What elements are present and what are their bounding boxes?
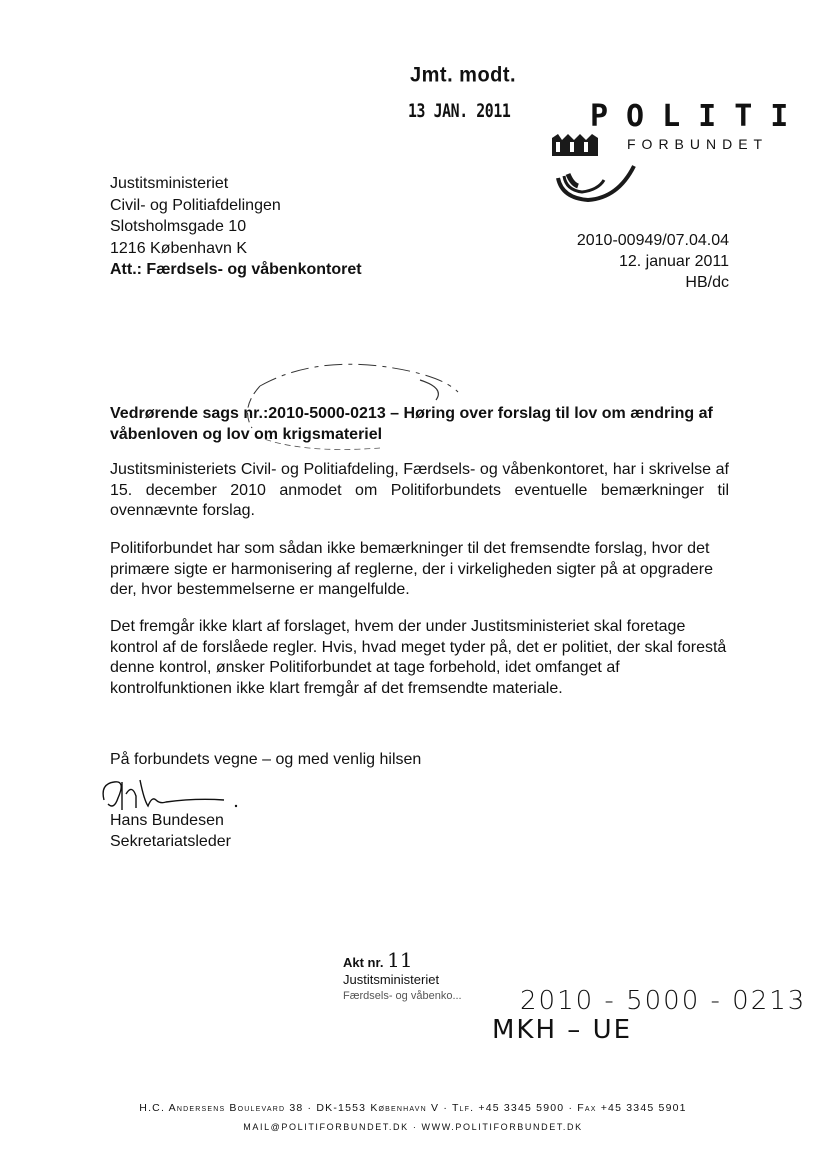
received-stamp-date: 13 JAN. 2011 [408, 100, 511, 122]
recipient-line: Slotsholmsgade 10 [110, 218, 247, 235]
recipient-attention: Att.: Færdsels- og våbenkontoret [110, 261, 362, 278]
akt-ministry: Justitsministeriet [343, 972, 440, 987]
signatory [110, 810, 231, 852]
handwritten-case-number: 2010 - 5000 - 0213 [520, 986, 807, 1016]
recipient-line: Justitsministeriet [110, 175, 229, 192]
footer-contact: MAIL@POLITIFORBUNDET.DK · WWW.POLITIFORBUNDET.DK [243, 1122, 583, 1132]
received-stamp-label: Jmt. modt. [410, 63, 517, 87]
body-paragraph: Det fremgår ikke klart af forslaget, hvem der under Justitsministeriet skal foretage kontrol af de forslåede regler. Hvis, hvad meget tyder på, det er politiet, der skal forestå denne kontrol, ønsker Politiforbundet at tage forbehold, idet omfanget af kontrolfunktionen ikke klart fremgår af det fremsendte materiale. [110, 618, 727, 697]
footer-address: H.C. Andersens Boulevard 38 · DK-1553 København V · Tlf. +45 3345 5900 · Fax +45 3345 5901 [139, 1102, 687, 1114]
body-paragraph: Justitsministeriets Civil- og Politiafdeling, Færdsels- og våbenkontoret, har i skrivelse af 15. december 2010 anmodet om Politiforbundets eventuelle bemærkninger til ovennævnte forslag. [110, 461, 729, 519]
recipient-line: Civil- og Politiafdelingen [110, 196, 281, 214]
recipient-line: 1216 København K [110, 239, 247, 257]
crown-eye-emblem-icon [548, 132, 643, 217]
akt-number: 11 [387, 948, 413, 972]
logo-politi-text: POLITI [590, 99, 807, 134]
signatory-name: Hans Bundesen [110, 812, 224, 829]
akt-label: Akt nr. [343, 955, 384, 970]
signatory-title: Sekretariatsleder [110, 833, 231, 850]
body-paragraph: Politiforbundet har som sådan ikke bemærkninger til det fremsendte forslag, hvor det primære sigte er harmonisering af reglerne, der i virkeligheden sigter på at opgradere der, hvor bestemmelserne er mangelfulde. [110, 540, 713, 598]
akt-office: Færdsels- og våbenko... [343, 990, 462, 1002]
reference-initials: HB/dc [685, 274, 729, 291]
recipient-address [110, 173, 362, 281]
handwritten-initials: MKH – UE [492, 1015, 633, 1045]
reference-block [577, 230, 729, 293]
filing-stamp [343, 948, 462, 1005]
logo-forbundet-text: FORBUNDET [627, 136, 769, 152]
reference-number: 2010-00949/07.04.04 [576, 232, 729, 249]
closing-salutation: På forbundets vegne – og med venlig hilsen [110, 751, 422, 768]
reference-date: 12. januar 2011 [618, 253, 729, 270]
letter-subject: Vedrørende sags nr.:2010-5000-0213 – Høring over forslag til lov om ændring af våbenloven og lov om krigsmateriel [110, 405, 713, 443]
